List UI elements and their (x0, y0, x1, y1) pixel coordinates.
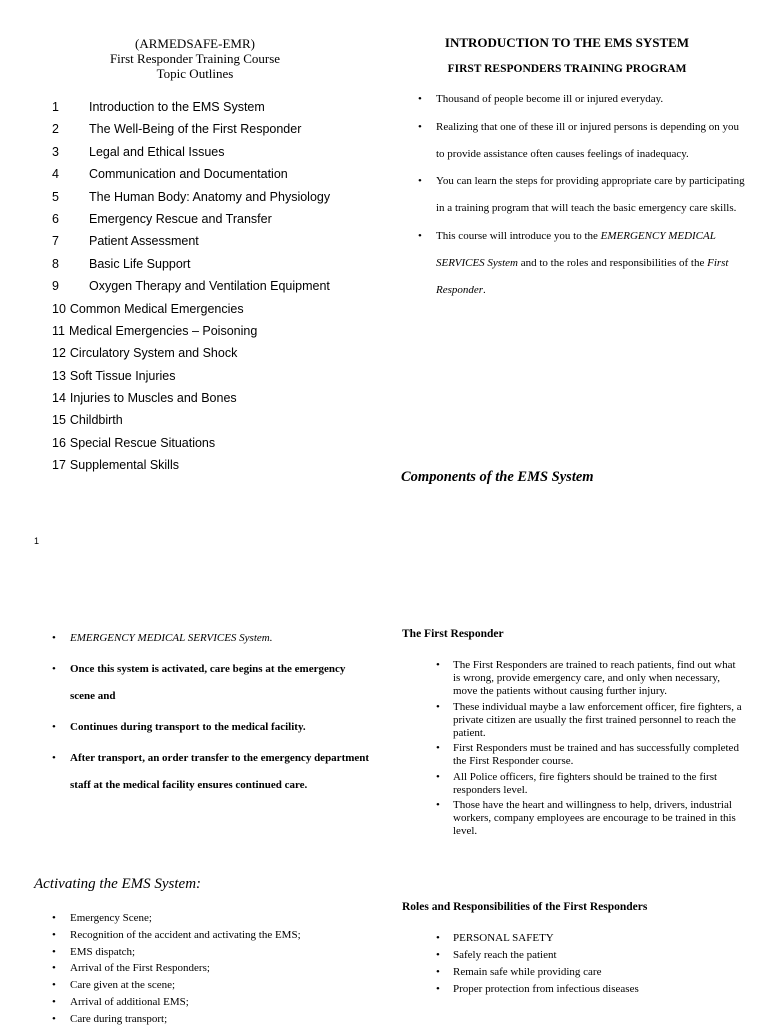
topic-item (52, 298, 382, 320)
topic-item (52, 454, 382, 476)
intro-subtitle: FIRST RESPONDERS TRAINING PROGRAM (447, 63, 687, 75)
activating-item: • Care given at the scene; (40, 977, 370, 994)
role-item: • Remain safe while providing care (424, 964, 742, 981)
course-code: (ARMEDSAFE-EMR) (135, 36, 255, 51)
ems-bullet-text: Once this system is activated, care begins at the emergency scene and (70, 663, 346, 702)
intro-bullet (406, 114, 746, 168)
topic-number: 9 (52, 279, 59, 294)
topic-title: Emergency Rescue and Transfer (89, 211, 272, 226)
course-name: First Responder Training Course (109, 51, 281, 66)
topic-item (52, 432, 382, 454)
ems-bullet-text: After transport, an order transfer to the emergency department staff at the medical facility ensures continued care. (70, 752, 370, 791)
topic-title: Special Rescue Situations (69, 435, 216, 450)
topic-item (52, 275, 382, 297)
topic-item (52, 96, 382, 118)
topic-number: 2 (52, 122, 59, 137)
topic-number: 10 (52, 301, 66, 316)
role-item: • Proper protection from infectious diseases (424, 981, 742, 998)
topic-number: 15 (52, 413, 66, 428)
intro-text: Realizing that one of these ill or injured persons is depending on you to provide assistance often causes feelings of inadequacy. (436, 120, 740, 160)
course-header (40, 36, 350, 81)
topic-title: Communication and Documentation (89, 167, 288, 182)
topic-number: 13 (52, 368, 66, 383)
topic-number: 3 (52, 144, 59, 159)
intro-text: You can learn the steps for providing appropriate care by participating in a training program that will teach the basic emergency care skills. (436, 175, 745, 215)
ems-bullet (40, 625, 370, 652)
topic-number: 5 (52, 189, 59, 204)
topic-item (52, 409, 382, 431)
topic-number: 12 (52, 346, 66, 361)
topic-item (52, 208, 382, 230)
first-responder-item: • The First Responders are trained to reach patients, find out what is wrong, provide emergency care, and only when necessary, move the patients without causing further injury. (424, 659, 742, 699)
role-item: • PERSONAL SAFETY (424, 930, 742, 947)
outline-heading: Topic Outlines (156, 66, 234, 81)
activating-item: • EMS dispatch; (40, 944, 370, 961)
intro-bullet (406, 223, 746, 303)
intro-text: This course will introduce you to the (436, 229, 601, 242)
intro-text: Thousand of people become ill or injured everyday. (436, 93, 664, 105)
intro-text: and to the roles and responsibilities of the (517, 256, 708, 269)
activating-item: • Recognition of the accident and activating the EMS; (40, 927, 370, 944)
intro-text: EMERGENCY MEDICAL SERVICES System (436, 229, 716, 269)
topic-number: 6 (52, 211, 59, 226)
topic-title: Basic Life Support (89, 256, 191, 271)
first-responder-title: The First Responder (402, 628, 504, 640)
roles-title: Roles and Responsibilities of the First Responders (402, 901, 648, 913)
topic-title: Supplemental Skills (69, 458, 179, 473)
activating-item: • Care during transport; (40, 1011, 370, 1028)
ems-bullet (40, 714, 370, 741)
intro-title: INTRODUCTION TO THE EMS SYSTEM (444, 35, 690, 50)
activating-list (40, 910, 370, 1028)
topic-title: Common Medical Emergencies (69, 301, 244, 316)
ems-bullet (40, 745, 370, 799)
topic-item (52, 186, 382, 208)
first-responder-item: • First Responders must be trained and has successfully completed the First Responder course. (424, 742, 742, 768)
topic-number: 14 (52, 391, 66, 406)
topic-title: Introduction to the EMS System (89, 100, 265, 114)
topic-number: 16 (52, 435, 66, 450)
topic-number: 4 (52, 167, 59, 182)
intro-bullet (406, 168, 746, 222)
ems-system-list (40, 625, 370, 803)
topic-number: 7 (52, 234, 59, 249)
topic-title: Legal and Ethical Issues (89, 144, 225, 159)
role-item: • Safely reach the patient (424, 947, 742, 964)
ems-bullet-text: Continues during transport to the medical facility. (70, 721, 306, 733)
topic-number: 1 (52, 100, 59, 114)
topic-number: 17 (52, 458, 66, 473)
topic-title: Childbirth (69, 413, 123, 428)
intro-bullet (406, 86, 746, 113)
activating-item: • Emergency Scene; (40, 910, 370, 927)
topic-title: Circulatory System and Shock (69, 346, 238, 361)
topic-title: Soft Tissue Injuries (69, 368, 176, 383)
activating-item: • Arrival of additional EMS; (40, 994, 370, 1011)
topic-title: The Well-Being of the First Responder (89, 122, 302, 137)
topic-title: Patient Assessment (89, 234, 199, 249)
activating-item: • Arrival of the First Responders; (40, 960, 370, 977)
topic-item (52, 141, 382, 163)
activating-title: Activating the EMS System: (34, 876, 202, 892)
topic-item (52, 342, 382, 364)
first-responder-item: • These individual maybe a law enforcement officer, fire fighters, a private citizen are usually the first trained personnel to reach the patient. (424, 701, 742, 741)
topic-number: 8 (52, 256, 59, 271)
roles-list (424, 930, 742, 998)
components-title: Components of the EMS System (401, 469, 594, 485)
first-responder-item: • All Police officers, fire fighters should be trained to the first responders level. (424, 771, 742, 797)
first-responder-item: • Those have the heart and willingness to help, drivers, industrial workers, company employees are encourage to be trained in this level. (424, 799, 742, 839)
topic-title: Injuries to Muscles and Bones (69, 391, 237, 406)
topic-item (52, 387, 382, 409)
topic-number: 11 (52, 323, 65, 338)
page-number: 1 (34, 536, 40, 546)
first-responder-list (424, 659, 742, 841)
intro-bullet-list (406, 86, 746, 304)
topic-title: Oxygen Therapy and Ventilation Equipment (89, 279, 330, 294)
topic-title: Medical Emergencies – Poisoning (68, 323, 258, 338)
intro-text: . (483, 283, 486, 296)
topic-item (52, 118, 382, 140)
topic-item (52, 320, 382, 342)
topic-title: The Human Body: Anatomy and Physiology (89, 189, 331, 204)
topic-item (52, 253, 382, 275)
topic-item (52, 163, 382, 185)
topic-list (52, 96, 382, 477)
ems-bullet (40, 656, 370, 710)
intro-text: First Responder (436, 256, 729, 296)
ems-bullet-text: EMERGENCY MEDICAL SERVICES System. (70, 632, 273, 644)
topic-item (52, 365, 382, 387)
topic-item (52, 230, 382, 252)
